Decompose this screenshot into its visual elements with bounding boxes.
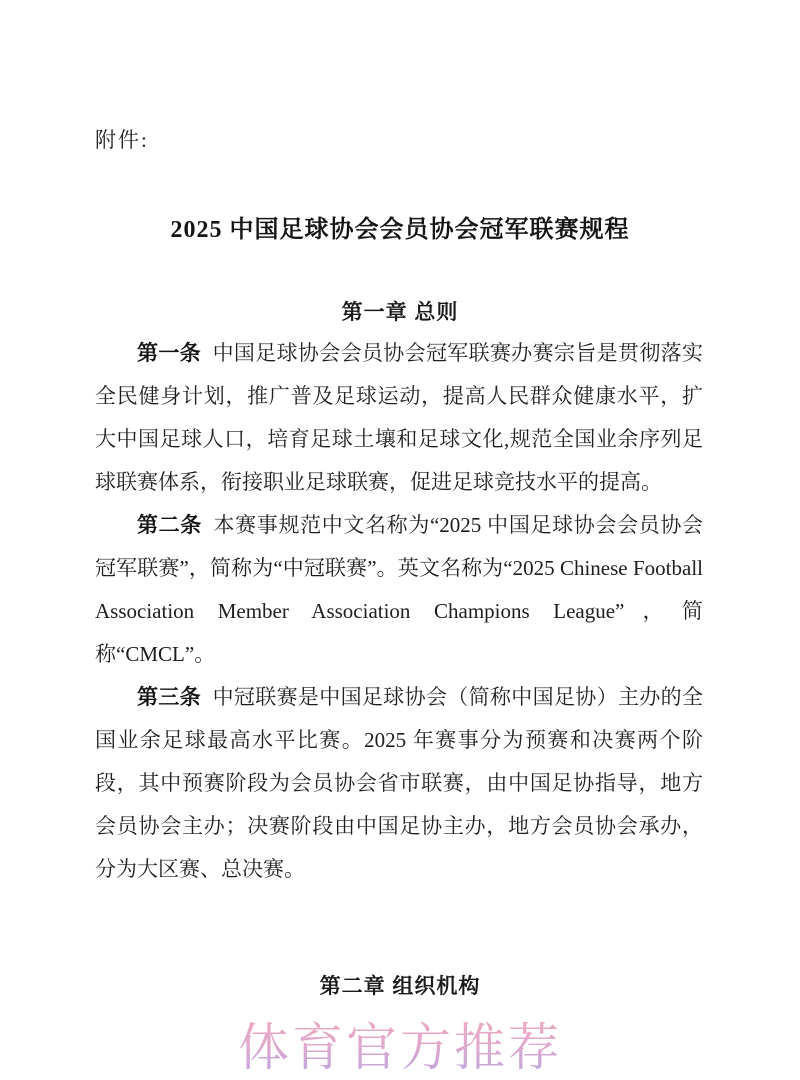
article-2-text: 本赛事规范中文名称为“2025 中国足球协会会员协会冠军联赛”，简称为“中冠联赛”。英文名称为“2025 Chinese Football Association Member Association Champions League”，简称“CMCL”。 xyxy=(95,513,704,666)
attachment-label: 附件: xyxy=(95,128,149,152)
article-3-text: 中冠联赛是中国足球协会（简称中国足协）主办的全国业余足球最高水平比赛。2025 年赛事分为预赛和决赛两个阶段，其中预赛阶段为会员协会省市联赛，由中国足协指导，地方会员协会主办；决赛阶段由中国足协主办，地方会员协会承办，分为大区赛、总决赛。 xyxy=(95,685,703,881)
document-body xyxy=(95,332,703,891)
article-1-label: 第一条 xyxy=(137,341,202,365)
article-1-paragraph xyxy=(95,332,703,504)
chapter-1-heading: 第一章 总则 xyxy=(341,301,459,324)
article-3-paragraph xyxy=(95,676,703,891)
watermark-text: 体育官方推荐 xyxy=(238,1006,562,1080)
article-1-text: 中国足球协会会员协会冠军联赛办赛宗旨是贯彻落实全民健身计划，推广普及足球运动，提高人民群众健康水平，扩大中国足球人口，培育足球土壤和足球文化,规范全国业余序列足球联赛体系，衔接职业足球联赛，促进足球竞技水平的提高。 xyxy=(95,341,703,494)
document-title: 2025 中国足球协会会员协会冠军联赛规程 xyxy=(170,217,630,243)
chapter-2-heading: 第二章 组织机构 xyxy=(319,975,481,998)
article-2-paragraph xyxy=(95,504,703,676)
article-2-label: 第二条 xyxy=(137,513,202,537)
article-3-label: 第三条 xyxy=(137,685,202,709)
